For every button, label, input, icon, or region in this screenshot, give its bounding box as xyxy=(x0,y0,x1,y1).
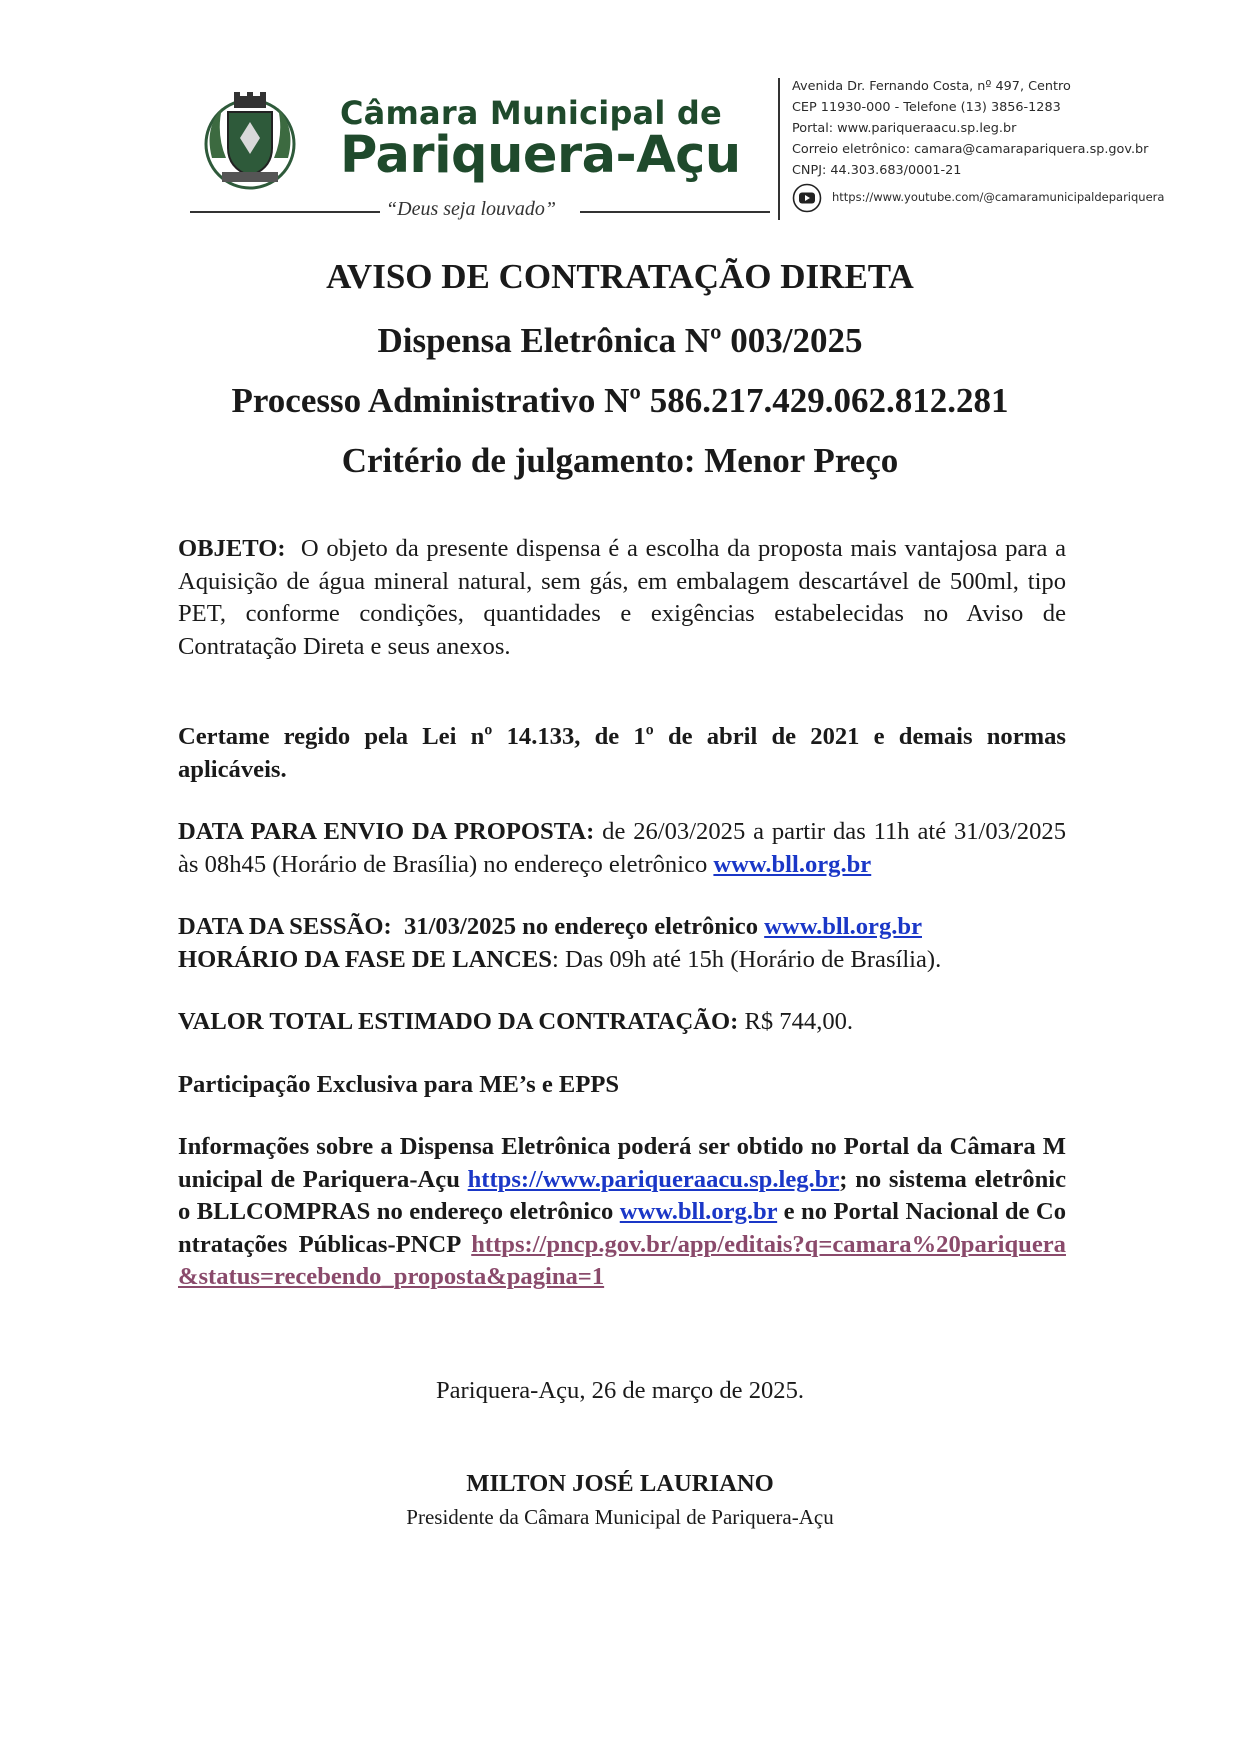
valor-label: VALOR TOTAL ESTIMADO DA CONTRATAÇÃO: xyxy=(178,1008,739,1035)
paragraph-objeto xyxy=(178,533,1066,663)
paragraph-informacoes xyxy=(178,1131,1066,1294)
data-envio-text: de 26/03/2025 a partir das 11h até 31/03/2025 às 08h45 (Horário de Brasília) no endereço eletrônico xyxy=(178,818,1066,878)
info-link-pncp-part2[interactable]: _proposta&pagina=1 xyxy=(381,1263,605,1290)
date-line: Pariquera-Açu, 26 de março de 2025. xyxy=(435,1377,805,1404)
contact-block xyxy=(792,76,1149,181)
signer-role: Presidente da Câmara Municipal de Pariquera-Açu xyxy=(406,1505,834,1529)
paragraph-participacao: Participação Exclusiva para ME’s e EPPS xyxy=(178,1070,620,1098)
info-link-portal[interactable]: https://www.pariqueraacu.sp.leg.br xyxy=(467,1165,840,1193)
objeto-text: O objeto da presente dispensa é a escolha da proposta mais vantajosa para a Aquisição de água mineral natural, sem gás, em embalagem descartável de 500ml, tipo PET, conforme condições, quantidades e exigências estabelecidas no Aviso de Contratação Direta e seus anexos. xyxy=(178,535,1067,660)
data-envio-label: DATA PARA ENVIO DA PROPOSTA: xyxy=(178,818,595,845)
valor-text: R$ 744,00. xyxy=(744,1008,854,1035)
header-divider xyxy=(778,78,780,220)
brand-line-1: Câmara Municipal de xyxy=(340,94,722,132)
paragraph-lei: Certame regido pela Lei nº 14.133, de 1º de abril de 2021 e demais normas aplicáveis. xyxy=(178,723,1066,783)
document-titles xyxy=(100,252,1140,496)
title-dispensa: Dispensa Eletrônica Nº 003/2025 xyxy=(377,321,863,360)
data-envio-link[interactable]: www.bll.org.br xyxy=(713,850,872,878)
letterhead xyxy=(190,70,1165,230)
sessao-link[interactable]: www.bll.org.br xyxy=(764,913,922,940)
title-criterio: Critério de julgamento: Menor Preço xyxy=(341,441,899,480)
info-text-3: e no Portal Nacional de Contratações Públicas-PNCP xyxy=(178,1198,1066,1258)
header-rule-right xyxy=(580,211,770,213)
objeto-label: OBJETO: xyxy=(178,535,286,562)
youtube-url[interactable]: https://www.youtube.com/@camaramunicipaldepariquera xyxy=(832,190,1165,204)
header-rule-left xyxy=(190,211,380,213)
contact-cnpj: CNPJ: 44.303.683/0001-21 xyxy=(792,163,962,178)
document-body xyxy=(178,533,1066,1294)
info-text-1: Informações sobre a Dispensa Eletrônica poderá ser obtido no Portal da Câmara Municipal de Pariquera-Açu xyxy=(178,1133,1066,1193)
fase-line xyxy=(178,944,1066,977)
paragraph-data-envio xyxy=(178,816,1066,881)
title-aviso: AVISO DE CONTRATAÇÃO DIRETA xyxy=(326,257,914,296)
youtube-icon xyxy=(792,183,822,213)
paragraph-sessao xyxy=(178,911,1066,976)
municipal-coat-of-arms-logo xyxy=(198,88,302,192)
sessao-text: 31/03/2025 no endereço eletrônico xyxy=(403,913,759,940)
contact-email: Correio eletrônico: camara@camarapariquera.sp.gov.br xyxy=(792,142,1149,157)
motto: “Deus seja louvado” xyxy=(386,198,556,220)
title-processo: Processo Administrativo Nº 586.217.429.062.812.281 xyxy=(231,381,1009,420)
signer-name: MILTON JOSÉ LAURIANO xyxy=(466,1470,774,1497)
sessao-line xyxy=(178,911,1066,944)
contact-portal: Portal: www.pariqueraacu.sp.leg.br xyxy=(792,121,1017,136)
contact-cep-phone: CEP 11930-000 - Telefone (13) 3856-1283 xyxy=(792,100,1061,115)
contact-address: Avenida Dr. Fernando Costa, nº 497, Centro xyxy=(792,79,1071,94)
info-link-bll[interactable]: www.bll.org.br xyxy=(619,1198,778,1225)
fase-label: HORÁRIO DA FASE DE LANCES xyxy=(178,945,552,973)
brand-line-2: Pariquera-Açu xyxy=(340,126,741,185)
sessao-label: DATA DA SESSÃO: xyxy=(178,913,392,940)
info-link-pncp-part1[interactable]: https://pncp.gov.br/app/editais?q=camara%20pariquera&status=recebendo xyxy=(178,1230,1066,1290)
info-text-2: ; no sistema eletrônico BLLCOMPRAS no endereço eletrônico xyxy=(178,1165,1066,1225)
paragraph-valor xyxy=(178,1006,1066,1039)
fase-text: : Das 09h até 15h (Horário de Brasília). xyxy=(551,945,942,973)
